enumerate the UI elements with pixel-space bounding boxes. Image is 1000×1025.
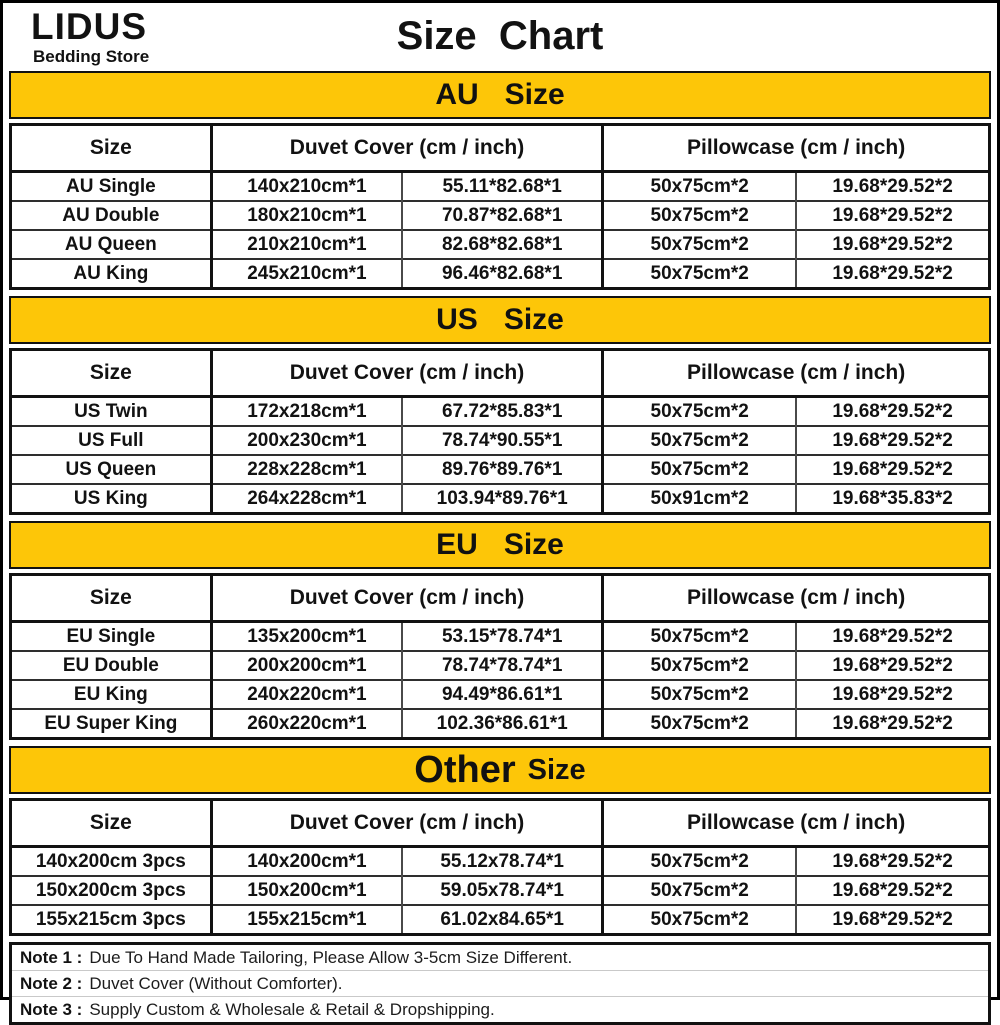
duvet-inch-cell: 78.74*90.55*1 bbox=[402, 426, 603, 455]
size-cell: 140x200cm 3pcs bbox=[11, 847, 212, 877]
note-row bbox=[12, 971, 988, 997]
pillowcase-cm-cell: 50x75cm*2 bbox=[603, 876, 796, 905]
table-row bbox=[11, 259, 990, 289]
duvet-cm-cell: 135x200cm*1 bbox=[211, 622, 402, 652]
duvet-cm-cell: 200x200cm*1 bbox=[211, 651, 402, 680]
duvet-inch-cell: 55.12x78.74*1 bbox=[402, 847, 603, 877]
note-label: Note 3 : bbox=[20, 999, 83, 1019]
size-sections-container bbox=[9, 71, 991, 936]
column-header-duvet-cover: Duvet Cover (cm / inch) bbox=[211, 575, 603, 622]
column-header-size: Size bbox=[11, 800, 212, 847]
pillowcase-inch-cell: 19.68*29.52*2 bbox=[796, 172, 989, 202]
table-header-row bbox=[11, 575, 990, 622]
pillowcase-cm-cell: 50x75cm*2 bbox=[603, 259, 796, 289]
table-row bbox=[11, 651, 990, 680]
size-table bbox=[9, 573, 991, 740]
column-header-duvet-cover: Duvet Cover (cm / inch) bbox=[211, 125, 603, 172]
pillowcase-cm-cell: 50x75cm*2 bbox=[603, 651, 796, 680]
duvet-cm-cell: 140x200cm*1 bbox=[211, 847, 402, 877]
pillowcase-inch-cell: 19.68*29.52*2 bbox=[796, 230, 989, 259]
pillowcase-inch-cell: 19.68*35.83*2 bbox=[796, 484, 989, 514]
note-text: Duvet Cover (Without Comforter). bbox=[89, 973, 343, 993]
duvet-inch-cell: 78.74*78.74*1 bbox=[402, 651, 603, 680]
table-row bbox=[11, 426, 990, 455]
duvet-cm-cell: 228x228cm*1 bbox=[211, 455, 402, 484]
size-section bbox=[9, 521, 991, 740]
section-banner-size-label: Size bbox=[503, 528, 564, 561]
section-banner-size-label: Size bbox=[503, 303, 564, 336]
pillowcase-inch-cell: 19.68*29.52*2 bbox=[796, 426, 989, 455]
table-row bbox=[11, 847, 990, 877]
section-banner-region-label: EU bbox=[436, 528, 478, 561]
store-logo-subtitle: Bedding Store bbox=[33, 47, 150, 66]
section-banner bbox=[9, 71, 991, 119]
duvet-inch-cell: 94.49*86.61*1 bbox=[402, 680, 603, 709]
column-header-pillowcase: Pillowcase (cm / inch) bbox=[603, 575, 990, 622]
note-text: Due To Hand Made Tailoring, Please Allow 3-5cm Size Different. bbox=[89, 947, 573, 967]
size-cell: EU Super King bbox=[11, 709, 212, 739]
table-row bbox=[11, 172, 990, 202]
size-cell: 155x215cm 3pcs bbox=[11, 905, 212, 935]
size-cell: EU Double bbox=[11, 651, 212, 680]
table-row bbox=[11, 905, 990, 935]
duvet-cm-cell: 150x200cm*1 bbox=[211, 876, 402, 905]
size-cell: 150x200cm 3pcs bbox=[11, 876, 212, 905]
section-banner bbox=[9, 521, 991, 569]
pillowcase-cm-cell: 50x75cm*2 bbox=[603, 847, 796, 877]
note-label: Note 1 : bbox=[20, 947, 83, 967]
note-row bbox=[12, 997, 988, 1022]
duvet-inch-cell: 102.36*86.61*1 bbox=[402, 709, 603, 739]
pillowcase-cm-cell: 50x75cm*2 bbox=[603, 680, 796, 709]
size-cell: US Twin bbox=[11, 397, 212, 427]
notes-panel bbox=[9, 942, 991, 1025]
size-cell: AU Double bbox=[11, 201, 212, 230]
duvet-cm-cell: 180x210cm*1 bbox=[211, 201, 402, 230]
pillowcase-inch-cell: 19.68*29.52*2 bbox=[796, 455, 989, 484]
column-header-size: Size bbox=[11, 350, 212, 397]
pillowcase-cm-cell: 50x75cm*2 bbox=[603, 455, 796, 484]
column-header-pillowcase: Pillowcase (cm / inch) bbox=[603, 800, 990, 847]
size-cell: US Queen bbox=[11, 455, 212, 484]
duvet-inch-cell: 67.72*85.83*1 bbox=[402, 397, 603, 427]
size-table bbox=[9, 798, 991, 936]
pillowcase-inch-cell: 19.68*29.52*2 bbox=[796, 651, 989, 680]
section-banner-size-label: Size bbox=[527, 753, 586, 786]
table-header-row bbox=[11, 125, 990, 172]
size-cell: EU Single bbox=[11, 622, 212, 652]
section-banner-region-label: Other bbox=[414, 748, 516, 791]
table-row bbox=[11, 876, 990, 905]
duvet-cm-cell: 200x230cm*1 bbox=[211, 426, 402, 455]
table-row bbox=[11, 709, 990, 739]
table-row bbox=[11, 230, 990, 259]
duvet-cm-cell: 155x215cm*1 bbox=[211, 905, 402, 935]
duvet-cm-cell: 140x210cm*1 bbox=[211, 172, 402, 202]
duvet-inch-cell: 53.15*78.74*1 bbox=[402, 622, 603, 652]
duvet-cm-cell: 260x220cm*1 bbox=[211, 709, 402, 739]
duvet-inch-cell: 89.76*89.76*1 bbox=[402, 455, 603, 484]
pillowcase-inch-cell: 19.68*29.52*2 bbox=[796, 622, 989, 652]
page-title: Size Chart bbox=[396, 14, 604, 58]
pillowcase-inch-cell: 19.68*29.52*2 bbox=[796, 680, 989, 709]
pillowcase-cm-cell: 50x75cm*2 bbox=[603, 426, 796, 455]
section-banner-region-label: US bbox=[436, 303, 478, 336]
table-header-row bbox=[11, 350, 990, 397]
section-banner-region-label: AU bbox=[435, 78, 479, 111]
duvet-cm-cell: 245x210cm*1 bbox=[211, 259, 402, 289]
column-header-size: Size bbox=[11, 575, 212, 622]
table-header-row bbox=[11, 800, 990, 847]
pillowcase-cm-cell: 50x75cm*2 bbox=[603, 905, 796, 935]
table-row bbox=[11, 455, 990, 484]
size-cell: US King bbox=[11, 484, 212, 514]
store-logo bbox=[31, 8, 149, 65]
size-cell: EU King bbox=[11, 680, 212, 709]
size-cell: AU Single bbox=[11, 172, 212, 202]
duvet-inch-cell: 96.46*82.68*1 bbox=[402, 259, 603, 289]
column-header-duvet-cover: Duvet Cover (cm / inch) bbox=[211, 800, 603, 847]
table-row bbox=[11, 397, 990, 427]
table-row bbox=[11, 201, 990, 230]
duvet-cm-cell: 264x228cm*1 bbox=[211, 484, 402, 514]
pillowcase-inch-cell: 19.68*29.52*2 bbox=[796, 876, 989, 905]
duvet-cm-cell: 172x218cm*1 bbox=[211, 397, 402, 427]
pillowcase-cm-cell: 50x75cm*2 bbox=[603, 230, 796, 259]
column-header-pillowcase: Pillowcase (cm / inch) bbox=[603, 350, 990, 397]
duvet-inch-cell: 61.02x84.65*1 bbox=[402, 905, 603, 935]
size-table bbox=[9, 123, 991, 290]
column-header-size: Size bbox=[11, 125, 212, 172]
store-logo-title: LIDUS bbox=[31, 6, 147, 47]
pillowcase-inch-cell: 19.68*29.52*2 bbox=[796, 259, 989, 289]
section-banner bbox=[9, 746, 991, 794]
pillowcase-inch-cell: 19.68*29.52*2 bbox=[796, 847, 989, 877]
size-section bbox=[9, 296, 991, 515]
section-banner bbox=[9, 296, 991, 344]
page-header bbox=[9, 3, 991, 71]
size-cell: AU Queen bbox=[11, 230, 212, 259]
table-row bbox=[11, 622, 990, 652]
size-table bbox=[9, 348, 991, 515]
note-row bbox=[12, 945, 988, 971]
pillowcase-cm-cell: 50x91cm*2 bbox=[603, 484, 796, 514]
note-label: Note 2 : bbox=[20, 973, 83, 993]
table-row bbox=[11, 680, 990, 709]
note-text: Supply Custom & Wholesale & Retail & Dropshipping. bbox=[89, 999, 495, 1019]
duvet-inch-cell: 59.05x78.74*1 bbox=[402, 876, 603, 905]
pillowcase-cm-cell: 50x75cm*2 bbox=[603, 201, 796, 230]
size-cell: US Full bbox=[11, 426, 212, 455]
pillowcase-cm-cell: 50x75cm*2 bbox=[603, 622, 796, 652]
pillowcase-inch-cell: 19.68*29.52*2 bbox=[796, 201, 989, 230]
duvet-inch-cell: 55.11*82.68*1 bbox=[402, 172, 603, 202]
duvet-inch-cell: 82.68*82.68*1 bbox=[402, 230, 603, 259]
column-header-pillowcase: Pillowcase (cm / inch) bbox=[603, 125, 990, 172]
duvet-cm-cell: 240x220cm*1 bbox=[211, 680, 402, 709]
pillowcase-cm-cell: 50x75cm*2 bbox=[603, 172, 796, 202]
size-section bbox=[9, 746, 991, 936]
pillowcase-inch-cell: 19.68*29.52*2 bbox=[796, 905, 989, 935]
pillowcase-cm-cell: 50x75cm*2 bbox=[603, 397, 796, 427]
duvet-inch-cell: 103.94*89.76*1 bbox=[402, 484, 603, 514]
size-section bbox=[9, 71, 991, 290]
table-row bbox=[11, 484, 990, 514]
section-banner-size-label: Size bbox=[504, 78, 565, 111]
size-cell: AU King bbox=[11, 259, 212, 289]
duvet-cm-cell: 210x210cm*1 bbox=[211, 230, 402, 259]
pillowcase-cm-cell: 50x75cm*2 bbox=[603, 709, 796, 739]
column-header-duvet-cover: Duvet Cover (cm / inch) bbox=[211, 350, 603, 397]
pillowcase-inch-cell: 19.68*29.52*2 bbox=[796, 709, 989, 739]
pillowcase-inch-cell: 19.68*29.52*2 bbox=[796, 397, 989, 427]
duvet-inch-cell: 70.87*82.68*1 bbox=[402, 201, 603, 230]
